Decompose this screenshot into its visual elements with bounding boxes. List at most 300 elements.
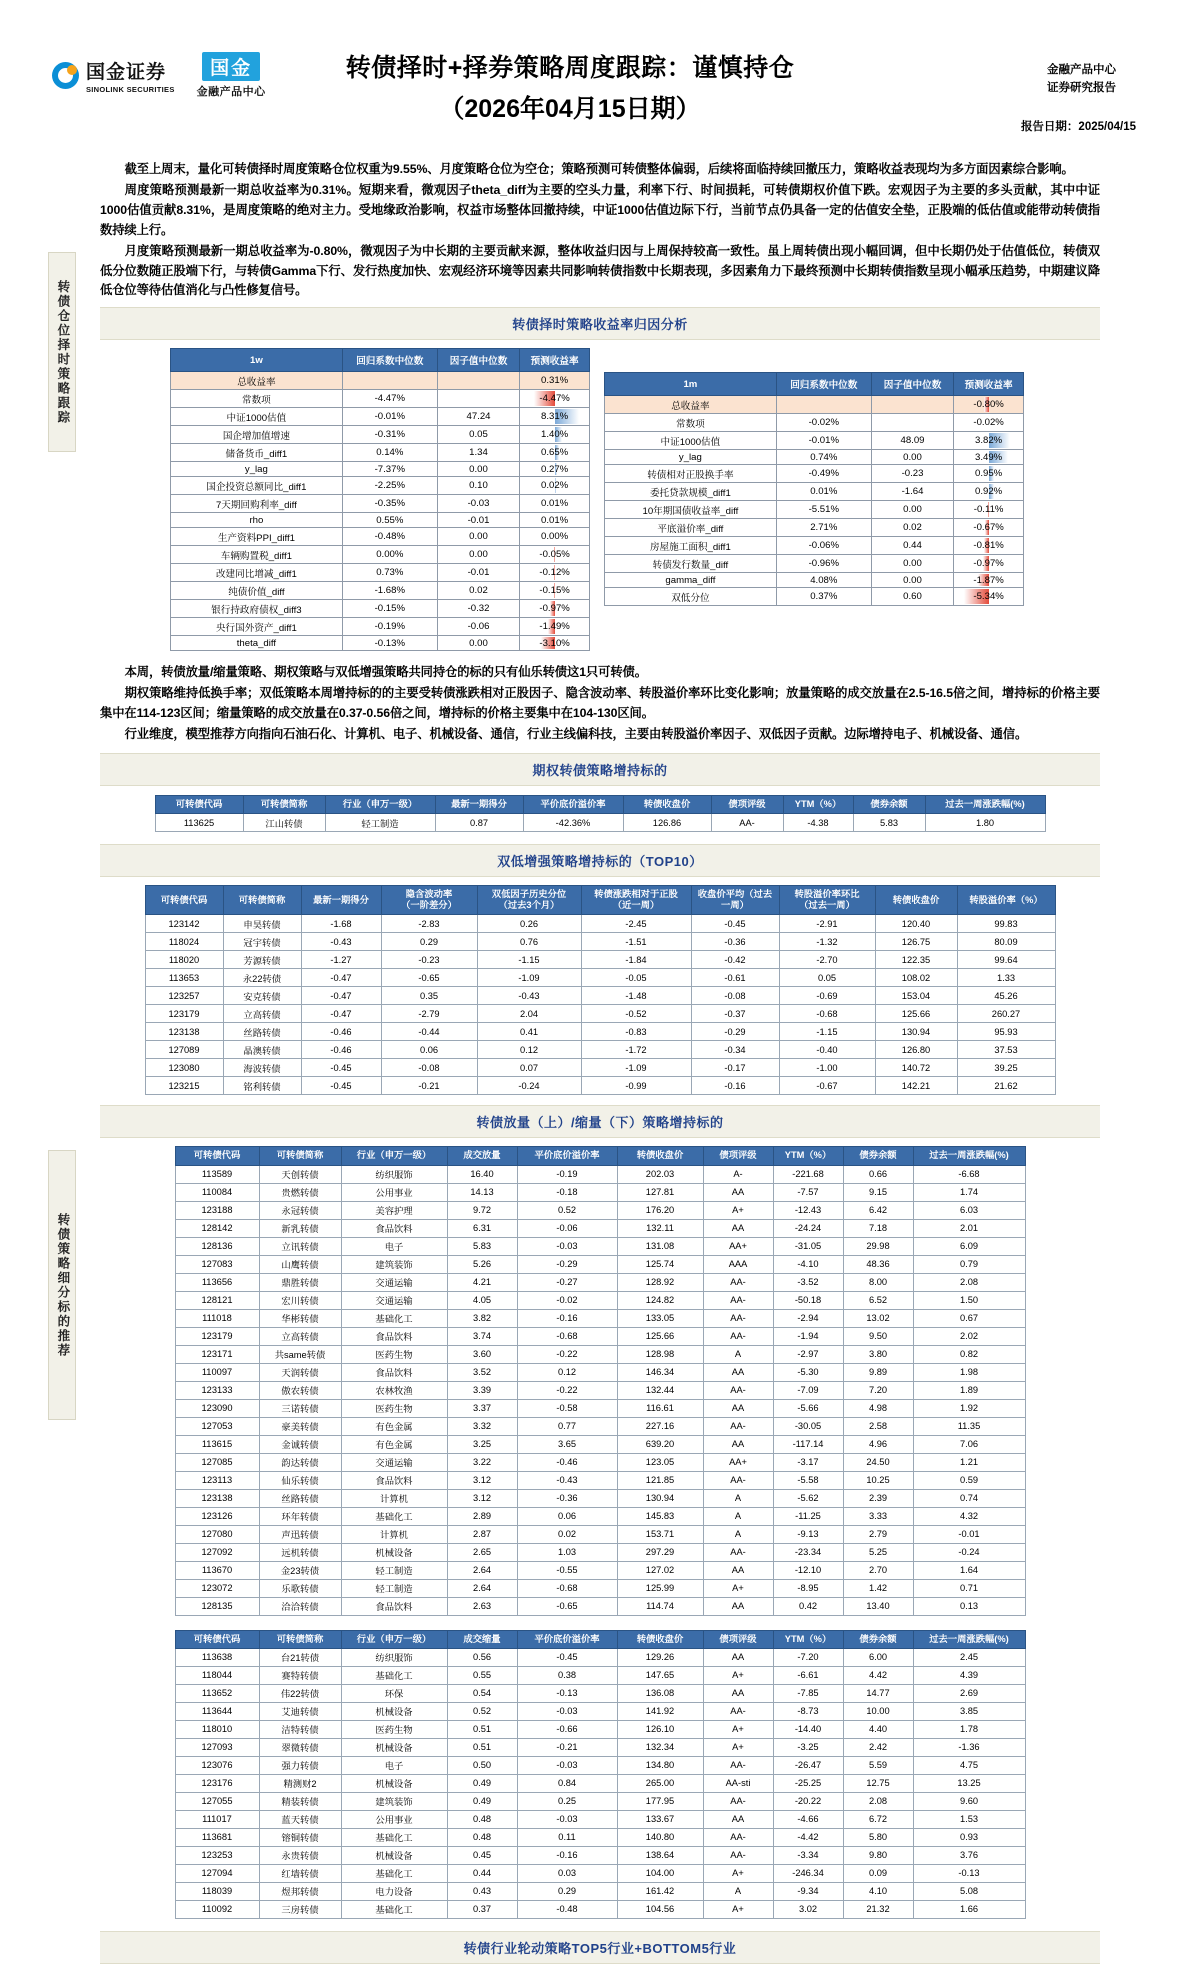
reg-cell-coef: -0.19% xyxy=(342,618,437,636)
table-cell: -20.22 xyxy=(773,1792,843,1810)
table-cell: -0.67 xyxy=(779,1077,875,1095)
reg-col-header: 预测收益率 xyxy=(520,349,590,372)
table-cell: -9.13 xyxy=(773,1525,843,1543)
logo2-top-text: 国金 xyxy=(202,52,260,81)
table-row xyxy=(175,1435,1025,1453)
col-header: 转债收盘价 xyxy=(617,1147,703,1165)
table-cell: -0.43 xyxy=(477,987,581,1005)
table-cell: -2.45 xyxy=(581,915,691,933)
table-row xyxy=(175,1666,1025,1684)
regression-1w-wrap xyxy=(170,348,590,651)
reg-cell-factor: -0.01 xyxy=(437,513,519,528)
table-cell: 130.94 xyxy=(617,1489,703,1507)
table-cell: AA- xyxy=(711,814,783,832)
reg-cell-factor: -0.06 xyxy=(437,618,519,636)
table-cell: -24.24 xyxy=(773,1219,843,1237)
table-cell: -0.36 xyxy=(517,1489,617,1507)
table-cell: 华彬转债 xyxy=(259,1309,341,1327)
table-row xyxy=(145,933,1055,951)
banner-regression: 转债择时策略收益率归因分析 xyxy=(100,307,1100,340)
table-cell: -1.32 xyxy=(779,933,875,951)
table-cell: 5.26 xyxy=(447,1255,517,1273)
reg-cell-name: 转债发行数量_diff xyxy=(605,555,777,573)
table-cell: 118039 xyxy=(175,1882,259,1900)
table-cell: 4.42 xyxy=(843,1666,913,1684)
table-cell: 0.77 xyxy=(517,1417,617,1435)
sidebar-tab-timing[interactable]: 转债仓位择时策略跟踪 xyxy=(48,252,76,452)
reg-cell-coef: 0.37% xyxy=(776,588,871,606)
table-cell: -0.06 xyxy=(517,1219,617,1237)
table-row xyxy=(175,1345,1025,1363)
table-cell: 1.64 xyxy=(913,1561,1025,1579)
table-row xyxy=(175,1417,1025,1435)
table-cell: 3.39 xyxy=(447,1381,517,1399)
table-cell: 食品饮料 xyxy=(341,1471,447,1489)
col-header: 债项评级 xyxy=(703,1147,773,1165)
reg-cell-coef: -7.37% xyxy=(342,462,437,477)
table-cell: -1.36 xyxy=(913,1738,1025,1756)
sinolink-logo-icon xyxy=(52,62,79,89)
table-cell: 113653 xyxy=(145,969,223,987)
table-cell: 118020 xyxy=(145,951,223,969)
doc-type-label: 证券研究报告 xyxy=(1047,81,1116,94)
table-cell: -1.68 xyxy=(301,915,381,933)
table-cell: AA- xyxy=(703,1756,773,1774)
table-cell: 贵燃转债 xyxy=(259,1183,341,1201)
table-cell: -221.68 xyxy=(773,1165,843,1183)
table-cell: 123176 xyxy=(175,1774,259,1792)
table-cell: 2.42 xyxy=(843,1738,913,1756)
reg-cell-pred: 0.65% xyxy=(520,444,590,462)
table-cell: 127.02 xyxy=(617,1561,703,1579)
col-header: 过去一周涨跌幅(%) xyxy=(925,795,1045,813)
table-cell: 1.74 xyxy=(913,1183,1025,1201)
table-cell: AA xyxy=(703,1684,773,1702)
table-cell: -0.45 xyxy=(517,1648,617,1666)
table-cell: -0.16 xyxy=(517,1846,617,1864)
table-cell: A xyxy=(703,1882,773,1900)
report-date: 报告日期：2025/04/15 xyxy=(1020,121,1136,133)
table-cell: 0.35 xyxy=(381,987,477,1005)
table-cell: 山鹰转债 xyxy=(259,1255,341,1273)
dual-low-table xyxy=(145,885,1056,1095)
col-header: 收盘价平均（过去一周） xyxy=(691,886,779,915)
table-cell: 1.33 xyxy=(957,969,1055,987)
table-cell: 机械设备 xyxy=(341,1702,447,1720)
col-header: 平价底价溢价率 xyxy=(517,1147,617,1165)
table-cell: 天创转债 xyxy=(259,1165,341,1183)
reg-cell-coef: -4.47% xyxy=(342,390,437,408)
table-cell: 39.25 xyxy=(957,1059,1055,1077)
reg-cell-coef: -0.15% xyxy=(342,600,437,618)
table-cell: 伟22转债 xyxy=(259,1684,341,1702)
table-row xyxy=(175,1471,1025,1489)
table-cell: -0.24 xyxy=(913,1543,1025,1561)
table-cell: 14.13 xyxy=(447,1183,517,1201)
table-cell: 123179 xyxy=(145,1005,223,1023)
table-cell: 3.37 xyxy=(447,1399,517,1417)
col-header: 转债收盘价 xyxy=(623,795,711,813)
table-cell: 122.35 xyxy=(875,951,957,969)
table-cell: 125.99 xyxy=(617,1579,703,1597)
table-cell: 2.08 xyxy=(843,1792,913,1810)
table-cell: 建筑装饰 xyxy=(341,1255,447,1273)
table-cell: -0.47 xyxy=(301,1005,381,1023)
table-cell: 0.82 xyxy=(913,1345,1025,1363)
reg-row xyxy=(605,573,1024,588)
table-row xyxy=(145,987,1055,1005)
reg-row xyxy=(171,462,590,477)
reg-col-header: 预测收益率 xyxy=(954,373,1024,396)
table-cell: -0.68 xyxy=(779,1005,875,1023)
table-row xyxy=(175,1720,1025,1738)
table-cell: 1.50 xyxy=(913,1291,1025,1309)
table-row xyxy=(175,1597,1025,1615)
table-row xyxy=(175,1792,1025,1810)
reg-cell-factor: -0.23 xyxy=(871,465,953,483)
table-cell: 121.85 xyxy=(617,1471,703,1489)
table-cell: 0.49 xyxy=(447,1792,517,1810)
table-cell: -0.46 xyxy=(301,1041,381,1059)
table-cell: 111017 xyxy=(175,1810,259,1828)
table-cell: 0.42 xyxy=(773,1597,843,1615)
table-cell: 104.56 xyxy=(617,1900,703,1918)
table-cell: 128.98 xyxy=(617,1345,703,1363)
reg-cell-coef: -0.02% xyxy=(776,414,871,432)
table-cell: AA- xyxy=(703,1417,773,1435)
table-row xyxy=(175,1525,1025,1543)
table-cell: -9.34 xyxy=(773,1882,843,1900)
table-cell: -7.09 xyxy=(773,1381,843,1399)
table-cell: 297.29 xyxy=(617,1543,703,1561)
col-header: 行业（申万一级） xyxy=(341,1147,447,1165)
table-cell: 128142 xyxy=(175,1219,259,1237)
table-cell: 136.08 xyxy=(617,1684,703,1702)
table-cell: 133.67 xyxy=(617,1810,703,1828)
product-center-logo xyxy=(197,52,266,99)
table-cell: 99.64 xyxy=(957,951,1055,969)
reg-cell-pred: -0.02% xyxy=(954,414,1024,432)
table-cell: 21.32 xyxy=(843,1900,913,1918)
table-cell: 纺织服饰 xyxy=(341,1165,447,1183)
table-cell: 医药生物 xyxy=(341,1345,447,1363)
table-cell: 3.32 xyxy=(447,1417,517,1435)
table-cell: 0.93 xyxy=(913,1828,1025,1846)
table-cell: 1.80 xyxy=(925,814,1045,832)
table-row xyxy=(145,1005,1055,1023)
table-cell: 3.74 xyxy=(447,1327,517,1345)
table-cell: -117.14 xyxy=(773,1435,843,1453)
table-cell: 食品饮料 xyxy=(341,1363,447,1381)
table-cell: 265.00 xyxy=(617,1774,703,1792)
table-cell: -5.58 xyxy=(773,1471,843,1489)
reg-row xyxy=(605,537,1024,555)
reg-cell-coef: 2.71% xyxy=(776,519,871,537)
table-cell: 交通运输 xyxy=(341,1453,447,1471)
table-cell: 医药生物 xyxy=(341,1720,447,1738)
table-cell: -0.03 xyxy=(517,1702,617,1720)
col-header: 转债收盘价 xyxy=(875,886,957,915)
col-header: 行业（申万一级） xyxy=(325,795,435,813)
table-cell: -6.61 xyxy=(773,1666,843,1684)
table-cell: 基础化工 xyxy=(341,1864,447,1882)
table-cell: -50.18 xyxy=(773,1291,843,1309)
logo2-bottom-text: 金融产品中心 xyxy=(196,86,266,98)
table-cell: 0.45 xyxy=(447,1846,517,1864)
table-row xyxy=(175,1453,1025,1471)
table-cell: 芳源转债 xyxy=(223,951,301,969)
table-cell: -0.48 xyxy=(517,1900,617,1918)
reg-cell-name: 总收益率 xyxy=(605,396,777,414)
reg-row xyxy=(605,450,1024,465)
table-cell: AA- xyxy=(703,1291,773,1309)
table-cell: 基础化工 xyxy=(341,1828,447,1846)
table-cell: -0.46 xyxy=(517,1453,617,1471)
table-cell: 1.89 xyxy=(913,1381,1025,1399)
table-cell: 4.98 xyxy=(843,1399,913,1417)
col-header: 转债涨跌相对于正股 （近一周） xyxy=(581,886,691,915)
table-cell: 48.36 xyxy=(843,1255,913,1273)
table-cell: 123133 xyxy=(175,1381,259,1399)
table-cell: -1.15 xyxy=(779,1023,875,1041)
table-cell: -1.94 xyxy=(773,1327,843,1345)
table-cell: 111018 xyxy=(175,1309,259,1327)
table-cell: 153.71 xyxy=(617,1525,703,1543)
table-cell: 3.12 xyxy=(447,1489,517,1507)
table-cell: 洽洽转债 xyxy=(259,1597,341,1615)
table-cell: 118044 xyxy=(175,1666,259,1684)
table-cell: 冠宇转债 xyxy=(223,933,301,951)
table-cell: -0.36 xyxy=(691,933,779,951)
table-row xyxy=(175,1237,1025,1255)
table-cell: 机械设备 xyxy=(341,1774,447,1792)
table-cell: 147.65 xyxy=(617,1666,703,1684)
table-cell: A- xyxy=(703,1165,773,1183)
table-cell: 12.75 xyxy=(843,1774,913,1792)
table-cell: 3.12 xyxy=(447,1471,517,1489)
table-cell: 123253 xyxy=(175,1846,259,1864)
table-cell: 123188 xyxy=(175,1201,259,1219)
table-cell: A+ xyxy=(703,1738,773,1756)
table-cell: AA xyxy=(703,1399,773,1417)
table-cell: 1.66 xyxy=(913,1900,1025,1918)
reg-cell-name: 纯债价值_diff xyxy=(171,582,343,600)
table-cell: 120.40 xyxy=(875,915,957,933)
table-cell: 4.21 xyxy=(447,1273,517,1291)
reg-cell-name: 中证1000估值 xyxy=(171,408,343,426)
table-cell: 3.80 xyxy=(843,1345,913,1363)
table-row xyxy=(155,814,1045,832)
table-cell: 轻工制造 xyxy=(325,814,435,832)
col-header: YTM（%） xyxy=(773,1630,843,1648)
table-cell: -14.40 xyxy=(773,1720,843,1738)
reg-row xyxy=(171,426,590,444)
col-header: 双低因子历史分位 （过去3个月） xyxy=(477,886,581,915)
reg-cell-name: 10年期国债收益率_diff xyxy=(605,501,777,519)
table-cell: -6.68 xyxy=(913,1165,1025,1183)
reg-cell-name: 银行持政府债权_diff3 xyxy=(171,600,343,618)
table-cell: -0.66 xyxy=(517,1720,617,1738)
table-row xyxy=(175,1381,1025,1399)
table-cell: 2.02 xyxy=(913,1327,1025,1345)
table-cell: 0.51 xyxy=(447,1720,517,1738)
table-cell: A xyxy=(703,1507,773,1525)
table-cell: A xyxy=(703,1489,773,1507)
reg-cell-factor: 0.00 xyxy=(437,462,519,477)
table-cell: 4.96 xyxy=(843,1435,913,1453)
table-cell: 123257 xyxy=(145,987,223,1005)
table-cell: 轻工制造 xyxy=(341,1579,447,1597)
table-cell: 37.53 xyxy=(957,1041,1055,1059)
table-cell: 天润转债 xyxy=(259,1363,341,1381)
table-cell: -0.34 xyxy=(691,1041,779,1059)
table-cell: 4.32 xyxy=(913,1507,1025,1525)
reg-row xyxy=(171,528,590,546)
reg-row xyxy=(171,477,590,495)
table-cell: 0.03 xyxy=(517,1864,617,1882)
reg-row xyxy=(605,501,1024,519)
banner-option: 期权转债策略增持标的 xyxy=(100,753,1100,786)
table-cell: 0.12 xyxy=(477,1041,581,1059)
table-cell: -5.62 xyxy=(773,1489,843,1507)
table-cell: 丝路转债 xyxy=(259,1489,341,1507)
table-cell: A+ xyxy=(703,1900,773,1918)
table-cell: 1.92 xyxy=(913,1399,1025,1417)
col-header: 债券余额 xyxy=(843,1630,913,1648)
paragraph-3: 月度策略预测最新一期总收益率为-0.80%，微观因子为中长期的主要贡献来源，整体收益归因与上周保持较高一致性。虽上周转债出现小幅回调，但中长期仍处于估值低位，转债双低分位数随正股端下行，与转债Gamma下行、发行热度加快、宏观经济环境等因素共同影响转债指数中长期表现，多因素角力下最终预测中长期转债指数呈现小幅承压趋势，中期建议降低仓位等待估值消化与凸性修复信号。 xyxy=(100,243,1100,298)
table-row xyxy=(175,1309,1025,1327)
reg-cell-factor: 0.05 xyxy=(437,426,519,444)
reg-cell-pred: -0.67% xyxy=(954,519,1024,537)
table-cell: AA xyxy=(703,1183,773,1201)
regression-1m-wrap xyxy=(604,372,1024,606)
table-cell: 131.08 xyxy=(617,1237,703,1255)
paragraph-mid-2: 期权策略维持低换手率；双低策略本周增持标的的主要受转债涨跌相对正股因子、隐含波动率、转股溢价率环比变化影响；放量策略的成交放量在2.5-16.5倍之间，增持标的价格主要集中在114-123区间；缩量策略的成交放量在0.37-0.56倍之间，增持标的价格主要集中在104-130区间。 xyxy=(100,686,1100,721)
table-cell: 0.52 xyxy=(447,1702,517,1720)
table-cell: -1.72 xyxy=(581,1041,691,1059)
table-cell: 安克转债 xyxy=(223,987,301,1005)
table-cell: -1.27 xyxy=(301,951,381,969)
reg-cell-pred: -0.97% xyxy=(520,600,590,618)
table-cell: 0.02 xyxy=(517,1525,617,1543)
table-cell: 0.52 xyxy=(517,1201,617,1219)
col-header: 行业（申万一级） xyxy=(341,1630,447,1648)
reg-cell-name: 委托贷款规模_diff1 xyxy=(605,483,777,501)
table-cell: AA- xyxy=(703,1792,773,1810)
table-cell: 95.93 xyxy=(957,1023,1055,1041)
table-row xyxy=(145,1077,1055,1095)
reg-cell-pred: 0.01% xyxy=(520,495,590,513)
reg-cell-coef: -0.48% xyxy=(342,528,437,546)
table-cell: -1.51 xyxy=(581,933,691,951)
table-cell: 轻工制造 xyxy=(341,1561,447,1579)
reg-cell-coef: -0.35% xyxy=(342,495,437,513)
reg-cell-factor: 0.00 xyxy=(871,555,953,573)
brand-logos xyxy=(52,52,266,99)
table-cell: -0.24 xyxy=(477,1077,581,1095)
table-cell: AA xyxy=(703,1810,773,1828)
table-row xyxy=(175,1489,1025,1507)
reg-cell-pred: 0.02% xyxy=(520,477,590,495)
table-cell: -0.68 xyxy=(517,1327,617,1345)
table-cell: 0.07 xyxy=(477,1059,581,1077)
table-cell: 0.66 xyxy=(843,1165,913,1183)
table-cell: 3.22 xyxy=(447,1453,517,1471)
table-cell: 蓝天转债 xyxy=(259,1810,341,1828)
table-cell: -0.08 xyxy=(381,1059,477,1077)
report-header xyxy=(0,0,1188,133)
table-cell: 123171 xyxy=(175,1345,259,1363)
table-cell: -0.03 xyxy=(517,1810,617,1828)
table-row xyxy=(145,1041,1055,1059)
table-cell: A+ xyxy=(703,1201,773,1219)
table-cell: 0.54 xyxy=(447,1684,517,1702)
table-cell: -2.79 xyxy=(381,1005,477,1023)
banner-volume: 转债放量（上）/缩量（下）策略增持标的 xyxy=(100,1105,1100,1138)
table-cell: 6.52 xyxy=(843,1291,913,1309)
table-cell: 127080 xyxy=(175,1525,259,1543)
paragraph-1: 截至上周末，量化可转债择时周度策略仓位权重为9.55%、月度策略仓位为空仓；策略预测可转债整体偏弱，后续将面临持续回撤压力，策略收益表现均为多方面因素综合影响。 xyxy=(124,162,1074,176)
reg-cell-name: 7天期回购利率_diff xyxy=(171,495,343,513)
table-cell: 美容护理 xyxy=(341,1201,447,1219)
reg-row xyxy=(171,618,590,636)
table-cell: 9.60 xyxy=(913,1792,1025,1810)
table-cell: -2.91 xyxy=(779,915,875,933)
regression-1w-table xyxy=(170,348,590,651)
regression-1m-table xyxy=(604,372,1024,606)
col-header: 债券余额 xyxy=(853,795,925,813)
reg-cell-coef: -0.49% xyxy=(776,465,871,483)
reg-row xyxy=(605,414,1024,432)
col-header: 转股溢价率（%） xyxy=(957,886,1055,915)
table-cell: 基础化工 xyxy=(341,1666,447,1684)
table-cell: -4.42 xyxy=(773,1828,843,1846)
table-cell: 132.44 xyxy=(617,1381,703,1399)
table-cell: -0.45 xyxy=(301,1077,381,1095)
table-cell: 113615 xyxy=(175,1435,259,1453)
table-cell: -42.36% xyxy=(523,814,623,832)
table-row xyxy=(175,1774,1025,1792)
table-cell: 2.69 xyxy=(913,1684,1025,1702)
table-cell: 1.78 xyxy=(913,1720,1025,1738)
table-cell: 立讯转债 xyxy=(259,1237,341,1255)
reg-cell-name: 总收益率 xyxy=(171,372,343,390)
reg-cell-pred: 0.95% xyxy=(954,465,1024,483)
banner-industry: 转债行业轮动策略TOP5行业+BOTTOM5行业 xyxy=(100,1931,1100,1964)
reg-cell-pred: -0.12% xyxy=(520,564,590,582)
reg-cell-name: 央行国外资产_diff1 xyxy=(171,618,343,636)
table-cell: 126.10 xyxy=(617,1720,703,1738)
paragraph-mid-1: 本周，转债放量/缩量策略、期权策略与双低增强策略共同持仓的标的只有仙乐转债这1只可转债。 xyxy=(124,665,647,680)
table-cell: 123138 xyxy=(175,1489,259,1507)
reg-cell-coef: -0.13% xyxy=(342,636,437,651)
table-cell: -5.66 xyxy=(773,1399,843,1417)
reg-cell-coef: -2.25% xyxy=(342,477,437,495)
sidebar-tab-recommendation[interactable]: 转债策略细分标的推荐 xyxy=(48,1150,76,1420)
reg-col-header: 因子值中位数 xyxy=(437,349,519,372)
table-cell: 2.04 xyxy=(477,1005,581,1023)
table-cell: 0.48 xyxy=(447,1810,517,1828)
table-cell: 99.83 xyxy=(957,915,1055,933)
reg-cell-pred: -0.15% xyxy=(520,582,590,600)
table-cell: 11.35 xyxy=(913,1417,1025,1435)
table-cell: 202.03 xyxy=(617,1165,703,1183)
table-cell: -3.52 xyxy=(773,1273,843,1291)
table-cell: 113656 xyxy=(175,1273,259,1291)
table-cell: -2.97 xyxy=(773,1345,843,1363)
table-cell: AA- xyxy=(703,1273,773,1291)
report-body xyxy=(100,160,1100,1964)
